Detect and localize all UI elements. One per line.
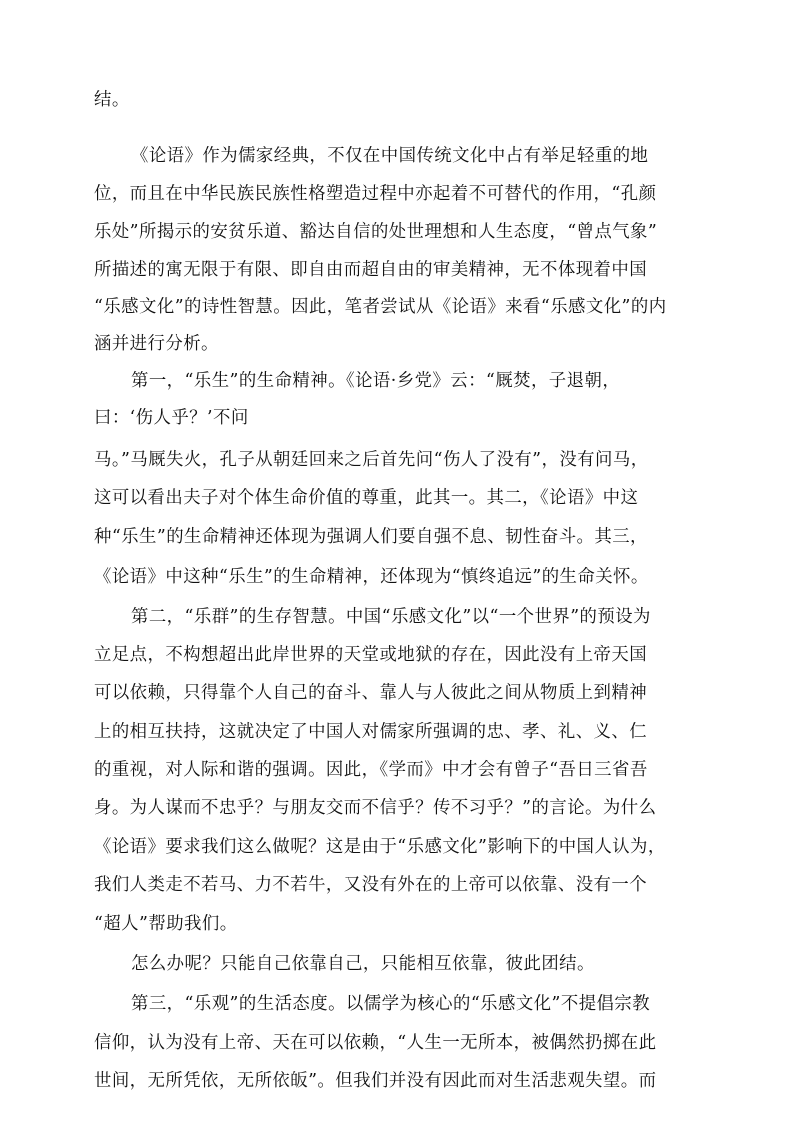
text-line: 第一，“乐生”的生命精神。《论语·乡党》云：“厩焚，子退朝， xyxy=(131,371,621,391)
text-line: 结。 xyxy=(94,90,130,110)
text-line: 世间，无所凭依，无所依皈”。但我们并没有因此而对生活悲观失望。而 xyxy=(94,1071,657,1091)
text-line: 可以依赖，只得靠个人自己的奋斗、靠人与人彼此之间从物质上到精神 xyxy=(94,683,648,703)
text-line: 这可以看出夫子对个体生命价值的尊重，此其一。其二，《论语》中这 xyxy=(94,488,639,508)
text-line: 曰：‘伤人乎？’不问 xyxy=(94,408,249,428)
text-line: 所描述的寓无限于有限、即自由而超自由的审美精神，无不体现着中国 xyxy=(94,260,648,280)
text-line: 我们人类走不若马、力不若牛，又没有外在的上帝可以依靠、没有一个 xyxy=(94,875,648,895)
text-line: 立足点，不构想超出此岸世界的天堂或地狱的存在，因此没有上帝天国 xyxy=(94,645,648,665)
text-line: 《论语》作为儒家经典，不仅在中国传统文化中占有举足轻重的地 xyxy=(131,146,649,166)
text-line: 上的相互扶持，这就决定了中国人对儒家所强调的忠、孝、礼、义、仁 xyxy=(94,722,648,742)
text-line: 乐处”所揭示的安贫乐道、豁达自信的处世理想和人生态度，“曾点气象” xyxy=(94,222,658,242)
text-line: 怎么办呢？只能自己依靠自己，只能相互依靠，彼此团结。 xyxy=(131,954,595,974)
text-line: 涵并进行分析。 xyxy=(94,334,219,354)
text-line: 的重视，对人际和谐的强调。因此，《学而》中才会有曾子“吾日三省吾 xyxy=(94,760,648,780)
text-line: 第二，“乐群”的生存智慧。中国“乐感文化”以“一个世界”的预设为 xyxy=(131,607,651,627)
text-line: “超人”帮助我们。 xyxy=(94,914,238,934)
text-line: 身。为人谋而不忠乎？与朋友交而不信乎？传不习乎？”的言论。为什么 xyxy=(94,798,657,818)
text-line: 马。”马厩失火，孔子从朝廷回来之后首先问“伤人了没有”，没有问马， xyxy=(94,450,649,470)
text-line: “乐感文化”的诗性智慧。因此，笔者尝试从《论语》来看“乐感文化”的内 xyxy=(94,297,667,317)
text-line: 《论语》中这种“乐生”的生命精神，还体现为“慎终追远”的生命关怀。 xyxy=(94,567,649,587)
text-line: 第三，“乐观”的生活态度。以儒学为核心的“乐感文化”不提倡宗教 xyxy=(131,994,651,1014)
text-line: 种“乐生”的生命精神还体现为强调人们要自强不息、韧性奋斗。其三， xyxy=(94,527,648,547)
text-line: 信仰，认为没有上帝、天在可以依赖，“人生一无所本，被偶然扔掷在此 xyxy=(94,1033,657,1053)
text-line: 位，而且在中华民族民族性格塑造过程中亦起着不可替代的作用，“孔颜 xyxy=(94,184,657,204)
text-line: 《论语》要求我们这么做呢？这是由于“乐感文化”影响下的中国人认为， xyxy=(94,837,666,857)
